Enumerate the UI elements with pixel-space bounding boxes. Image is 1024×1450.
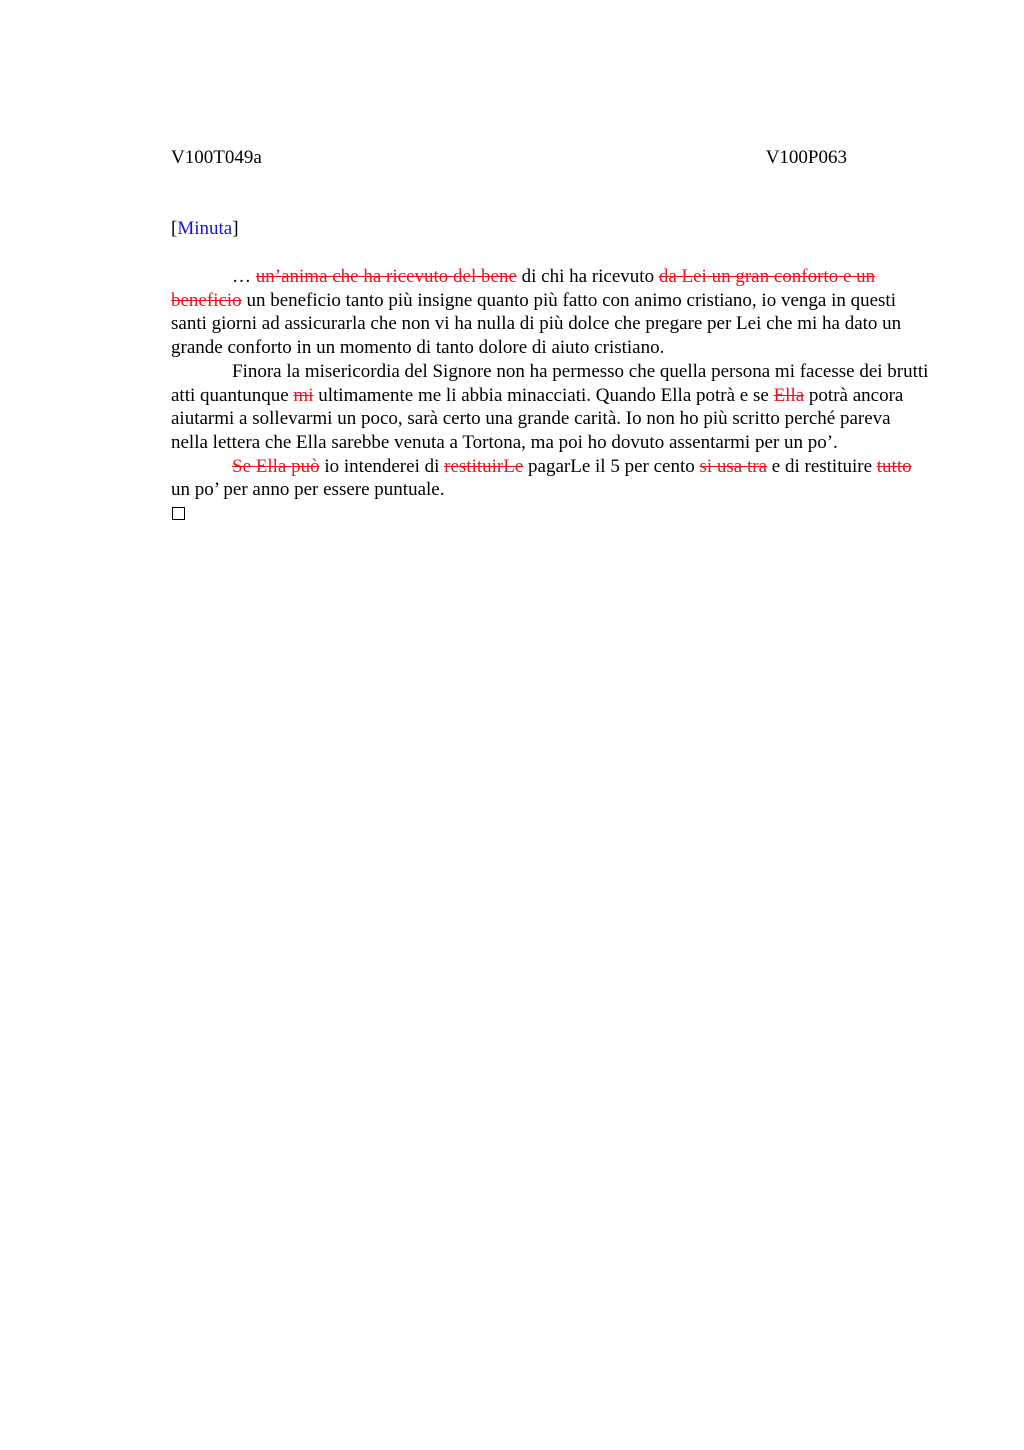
text-segment: un beneficio tanto più insigne quanto più fatto con animo cristiano, io venga in questi santi giorni ad assicurarla che non vi ha nulla di più dolce che pregare per Lei che mi ha dato un grande conforto in un momento di tanto dolore di aiuto cristiano. [171, 289, 902, 359]
text-segment: pagarLe il 5 per cento [523, 455, 700, 477]
deleted-text: un’anima che ha ricevuto del bene [255, 266, 517, 287]
text-segment: e di restituire [767, 455, 877, 477]
minuta-text: Minuta [177, 218, 233, 239]
deleted-text: Se Ella può [232, 455, 320, 477]
deleted-text: si usa tra [699, 455, 768, 477]
paragraph-3 [171, 455, 931, 502]
document-code-left: V100T049a [171, 147, 262, 168]
empty-square-icon [172, 507, 185, 520]
minuta-label [171, 218, 239, 240]
text-segment: Finora la misericordia del Signore non ha permesso che quella persona mi facesse dei brutti atti quantunque [171, 360, 929, 406]
deleted-text: Ella [773, 384, 805, 406]
text-segment: ultimamente me li abbia minacciati. Quando Ella potrà e se [313, 384, 774, 406]
text-segment: io intenderei di [319, 455, 445, 477]
deleted-text: da Lei un gran conforto e un beneficio [171, 266, 876, 311]
header-row [171, 147, 847, 171]
end-marker-line [171, 502, 931, 526]
document-code-right: V100P063 [765, 147, 847, 168]
deleted-text: mi [293, 384, 314, 406]
letter-body [171, 265, 931, 526]
text-segment: … [232, 266, 256, 287]
paragraph-1 [171, 265, 931, 360]
minuta-open-bracket: [ [171, 218, 178, 239]
text-segment: potrà ancora aiutarmi a sollevarmi un poco, sarà certo una grande carità. Io non ho più scritto perché pareva nella lettera che Ella sarebbe venuta a Tortona, ma poi ho dovuto assentarmi per un po’. [171, 384, 904, 453]
deleted-text: tutto [876, 455, 912, 477]
text-segment: un po’ per anno per essere puntuale. [171, 479, 445, 501]
minuta-close-bracket: ] [232, 218, 239, 239]
text-segment: di chi ha ricevuto [516, 266, 659, 287]
deleted-text: restituirLe [444, 455, 524, 477]
paragraph-2 [171, 360, 931, 455]
